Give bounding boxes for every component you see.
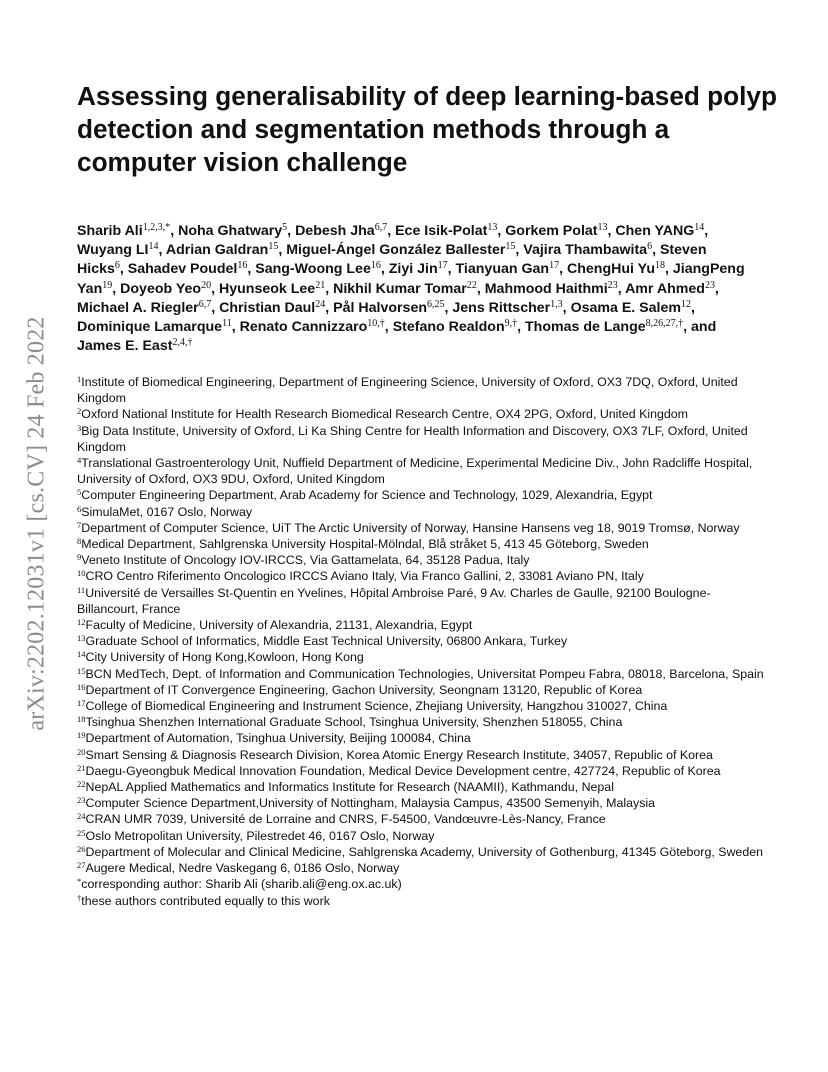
affiliation-mark: 21 (77, 762, 86, 773)
author-name: James E. East (77, 338, 173, 355)
author-affiliation-marks: 13 (487, 222, 498, 233)
affiliation-item (77, 860, 767, 876)
author-affiliation-marks: 13 (597, 222, 608, 233)
author-affiliation-marks: 12 (680, 298, 691, 310)
author-name: JiangPeng Yan (77, 261, 745, 297)
affiliation-text: Big Data Institute, University of Oxford, Li Ka Shing Centre for Health Information and Discovery, OX3 7LF, Oxford, United Kingdom (77, 423, 748, 454)
author-name: Stefano Realdon (392, 319, 505, 336)
author-affiliation-marks: 6,7 (198, 298, 212, 310)
affiliation-item (77, 504, 767, 520)
author-affiliation-marks: 23 (704, 279, 715, 291)
author (333, 300, 444, 316)
author (128, 261, 248, 277)
affiliation-text: Daegu-Gyeongbuk Medical Innovation Foundation, Medical Device Development centre, 427724, Republic of Korea (85, 763, 721, 778)
author-list: Sharib Ali$^{1,2,3,*}$, Noha Ghatwary$^5$, Debesh Jha$^{6,7}$, Ece Isik-Polat$^{13}$, Gorkem Polat$^{13}$, Chen YANG$^{14}$, Wuyang LI$^{14}$, Adrian Galdran$^{15}$, Miguel-Ángel González Ballester$^{15}$, Vajira Thambawita$^6$, Steven Hicks$^6$, Sahadev Poudel$^{16}$, Sang-Woong Lee$^{16}$, Ziyi Jin$^{17}$, Tianyuan Gan$^{17}$, ChengHui Yu$^{18}$, JiangPeng Yan$^{19}$, Doyeob Yeo$^{20}$, Hyunseok Lee$^{21}$, Nikhil Kumar Tomar$^{22}$, Mahmood Haithmi$^{23}$, Amr Ahmed$^{23}$, Michael A. Riegler$^{6,7}$, Christian Daul$^{24}$, Pål Halvorsen$^{6,25}$, Jens Rittscher$^{1,3}$, Osama E. Salem$^{12}$, Dominique Lamarque$^{11}$, Renato Cannizzaro$^{10,\dagger}$, Stefano Realdon$^{9,\dagger}$, Thomas de Lange$^{8,26,27,\dagger}$, and James E. East$^{2,4,\dagger}$ (77, 222, 745, 355)
affiliation-mark: * (77, 876, 82, 887)
affiliation-item (77, 682, 767, 698)
author-conjunction: and (691, 319, 717, 336)
author-affiliation-marks: 17 (549, 260, 560, 272)
author (393, 319, 517, 335)
author-name: Ece Isik-Polat (395, 223, 488, 239)
affiliation-item (77, 795, 767, 811)
author-name: Noha Ghatwary (178, 223, 283, 239)
affiliation-text: Université de Versailles St-Quentin en Yvelines, Hôpital Ambroise Paré, 9 Av. Charles de Gaulle, 92100 Boulogne-Billancourt, France (77, 585, 711, 616)
affiliation-mark: 4 (77, 455, 82, 466)
author-name: Doyeob Yeo (120, 280, 202, 297)
author-affiliation-marks: 22 (466, 279, 477, 291)
affiliation-item (77, 520, 767, 536)
author-affiliation-marks: 5 (282, 222, 288, 233)
affiliation-mark: 26 (77, 843, 86, 854)
affiliation-text: College of Biomedical Engineering and Instrument Science, Zhejiang University, Hangzhou 310027, China (85, 699, 668, 714)
author-name: Michael A. Riegler (77, 299, 199, 316)
author (505, 223, 607, 239)
affiliation-mark: 17 (77, 698, 86, 709)
author-name: Adrian Galdran (165, 242, 269, 259)
affiliation-item (77, 585, 767, 617)
affiliation-text: Oslo Metropolitan University, Pilestredet 46, 0167 Oslo, Norway (85, 828, 435, 843)
author-name: Vajira Thambawita (523, 242, 648, 259)
affiliation-mark: 14 (77, 649, 86, 660)
paper-title: Assessing generalisability of deep learning-based polyp detection and segmentation methods through a computer vision challenge (77, 81, 777, 177)
author-affiliation-marks: 17 (437, 260, 448, 272)
affiliation-mark: 19 (77, 730, 86, 741)
author (219, 281, 325, 297)
author (395, 223, 497, 239)
affiliation-text: corresponding author: Sharib Ali (sharib.ali@eng.ox.ac.uk) (81, 877, 402, 892)
author (255, 261, 381, 277)
affiliation-item (77, 763, 767, 779)
author (178, 223, 287, 239)
author-name: ChengHui Yu (566, 261, 655, 278)
author-name: Chen YANG (615, 223, 695, 239)
affiliation-item (77, 536, 767, 552)
affiliation-mark: 11 (77, 584, 86, 595)
affiliation-text: these authors contributed equally to this work (81, 893, 330, 908)
author-name: Dominique Lamarque (77, 319, 223, 336)
affiliation-text: Department of Automation, Tsinghua University, Beijing 100084, China (85, 731, 471, 746)
author-name: Hyunseok Lee (218, 280, 316, 297)
author (333, 281, 477, 297)
affiliation-text: Augere Medical, Nedre Vaskegang 6, 0186 Oslo, Norway (85, 861, 400, 876)
affiliation-mark: 16 (77, 681, 86, 692)
author-affiliation-marks: 2,4,† (172, 337, 193, 349)
author (77, 300, 211, 316)
affiliation-text: Department of Molecular and Clinical Medicine, Sahlgrenska Academy, University of Gothenburg, 41345 Göteborg, Sweden (85, 844, 763, 859)
author (456, 261, 560, 277)
affiliation-item (77, 844, 767, 860)
author-name: Pål Halvorsen (333, 299, 427, 316)
affiliation-text: Faculty of Medicine, University of Alexandria, 21131, Alexandria, Egypt (85, 618, 473, 633)
affiliation-mark: 18 (77, 714, 86, 725)
affiliation-mark: 22 (77, 779, 86, 790)
author-name: Osama E. Salem (570, 299, 681, 316)
author-affiliation-marks: 18 (655, 260, 665, 272)
author-name: Nikhil Kumar Tomar (333, 280, 467, 297)
affiliation-mark: 23 (77, 795, 86, 806)
affiliation-text: Medical Department, Sahlgrenska University Hospital-Mölndal, Blå stråket 5, 413 45 Göteborg, Sweden (81, 537, 649, 552)
author-name: Christian Daul (219, 299, 316, 316)
author-affiliation-marks: 1,3 (550, 298, 563, 310)
author-name: Steven Hicks (77, 242, 707, 278)
author-affiliation-marks: 23 (607, 279, 618, 291)
arxiv-identifier-stamp (22, 286, 52, 760)
affiliation-text: Oxford National Institute for Health Research Biomedical Research Centre, OX4 2PG, Oxford, United Kingdom (81, 407, 688, 422)
author (525, 319, 683, 335)
author-affiliation-marks: 6 (114, 260, 120, 272)
affiliation-text: CRO Centro Riferimento Oncologico IRCCS Aviano Italy, Via Franco Gallini, 2, 33081 Aviano PN, Italy (85, 569, 644, 584)
author-affiliation-marks: 15 (268, 241, 279, 253)
author-name: Wuyang LI (77, 242, 149, 259)
affiliation-text: City University of Hong Kong,Kowloon, Hong Kong (85, 650, 364, 665)
affiliation-text: Institute of Biomedical Engineering, Department of Engineering Science, University of Oxford, OX3 7DQ, Oxford, United Kingdom (77, 375, 738, 406)
author-affiliation-marks: 20 (201, 279, 212, 291)
affiliation-mark: 13 (77, 633, 86, 644)
affiliation-item (77, 374, 767, 406)
affiliation-mark: 8 (77, 536, 82, 547)
affiliation-item (77, 876, 767, 892)
author-affiliation-marks: 16 (370, 260, 381, 272)
author-affiliation-marks: 1,2,3,* (142, 222, 171, 233)
author (120, 281, 211, 297)
author (615, 223, 704, 239)
author-affiliation-marks: 15 (505, 241, 516, 253)
affiliation-item (77, 698, 767, 714)
affiliation-list (77, 374, 767, 909)
affiliation-text: NepAL Applied Mathematics and Informatics Institute for Research (NAAMII), Kathmandu, Nepal (85, 780, 614, 795)
affiliation-mark: 10 (77, 568, 86, 579)
author-name: Sahadev Poudel (127, 261, 238, 278)
author-name: Tianyuan Gan (455, 261, 550, 278)
author (77, 223, 170, 239)
author-name: Jens Rittscher (452, 299, 551, 316)
author-affiliation-marks: 21 (315, 279, 326, 291)
affiliation-mark: 1 (77, 374, 82, 384)
affiliation-item (77, 893, 767, 909)
author (77, 242, 158, 258)
author-affiliation-marks: 6,25 (427, 298, 445, 310)
affiliation-item (77, 747, 767, 763)
affiliation-text: Veneto Institute of Oncology IOV-IRCCS, Via Gattamelata, 64, 35128 Padua, Italy (81, 553, 530, 568)
affiliation-mark: 3 (77, 422, 82, 433)
author-affiliation-marks: 14 (694, 222, 705, 233)
author-affiliation-marks: 10,† (367, 318, 385, 330)
affiliation-item (77, 552, 767, 568)
affiliation-mark: 25 (77, 827, 86, 838)
affiliation-item (77, 423, 767, 455)
affiliation-item (77, 666, 767, 682)
affiliation-item (77, 828, 767, 844)
affiliation-text: Computer Engineering Department, Arab Academy for Science and Technology, 1029, Alexandria, Egypt (81, 488, 653, 503)
affiliation-item (77, 455, 767, 487)
affiliation-mark: 24 (77, 811, 86, 822)
affiliation-item (77, 617, 767, 633)
author (452, 300, 562, 316)
affiliation-mark: 2 (77, 406, 82, 417)
arxiv-identifier-text: arXiv:2202.12031v1 [cs.CV] 24 Feb 2022 (23, 315, 50, 731)
author (77, 319, 232, 335)
affiliation-item (77, 649, 767, 665)
affiliation-text: Department of Computer Science, UiT The Arctic University of Norway, Hansine Hansens veg 18, 9019 Tromsø, Norway (81, 520, 740, 535)
affiliation-item (77, 714, 767, 730)
affiliation-item (77, 406, 767, 422)
affiliation-text: Computer Science Department,University of Nottingham, Malaysia Campus, 43500 Semenyih, Malaysia (85, 796, 656, 811)
author (485, 281, 618, 297)
author-affiliation-marks: 9,† (504, 318, 518, 330)
affiliation-mark: 12 (77, 617, 86, 628)
affiliation-mark: † (77, 892, 82, 903)
author-affiliation-marks: 6 (647, 241, 653, 253)
affiliation-item (77, 568, 767, 584)
author (625, 281, 715, 297)
author-name: Gorkem Polat (505, 223, 598, 239)
affiliation-mark: 7 (77, 519, 82, 530)
author-name: Ziyi Jin (388, 261, 438, 278)
author-name: Debesh Jha (295, 223, 375, 239)
author-affiliation-marks: 11 (222, 318, 232, 330)
affiliation-text: BCN MedTech, Dept. of Information and Communication Technologies, Universitat Pompeu Fabra, 08018, Barcelona, Spain (85, 666, 764, 681)
affiliation-item (77, 730, 767, 746)
affiliation-item (77, 811, 767, 827)
affiliation-text: CRAN UMR 7039, Université de Lorraine and CNRS, F-54500, Vandœuvre-Lès-Nancy, France (85, 812, 606, 827)
affiliation-text: SimulaMet, 0167 Oslo, Norway (81, 504, 253, 519)
author-affiliation-marks: 16 (237, 260, 248, 272)
author-name: Sharib Ali (77, 223, 143, 239)
affiliation-mark: 27 (77, 860, 86, 871)
affiliation-text: Department of IT Convergence Engineering, Gachon University, Seongnam 13120, Republic of Korea (85, 682, 643, 697)
author-name: Miguel-Ángel González Ballester (286, 242, 506, 259)
author-name: Mahmood Haithmi (484, 280, 608, 297)
author (571, 300, 691, 316)
author-name: Sang-Woong Lee (255, 261, 371, 278)
affiliation-item (77, 487, 767, 503)
author-name: Amr Ahmed (625, 280, 705, 297)
affiliation-mark: 9 (77, 552, 82, 563)
affiliation-mark: 5 (77, 487, 82, 498)
author (295, 223, 387, 239)
author-affiliation-marks: 24 (315, 298, 326, 310)
affiliation-mark: 20 (77, 746, 86, 757)
author (77, 338, 192, 354)
author (286, 242, 515, 258)
affiliation-text: Tsinghua Shenzhen International Graduate School, Tsinghua University, Shenzhen 518055, China (85, 715, 623, 730)
author (523, 242, 652, 258)
affiliation-mark: 6 (77, 503, 82, 514)
author-name: Renato Cannizzaro (239, 319, 368, 336)
affiliation-text: Smart Sensing & Diagnosis Research Division, Korea Atomic Energy Research Institute, 34057, Republic of Korea (85, 747, 713, 762)
author (166, 242, 279, 258)
author (567, 261, 665, 277)
author (389, 261, 448, 277)
author (219, 300, 325, 316)
affiliation-text: Translational Gastroenterology Unit, Nuffield Department of Medicine, Experimental Medicine Div., John Radcliffe Hospital, University of Oxford, OX3 9DU, Oxford, United Kingdom (77, 456, 753, 487)
affiliation-item (77, 779, 767, 795)
author-affiliation-marks: 14 (148, 241, 159, 253)
author (240, 319, 385, 335)
author-affiliation-marks: 6,7 (374, 222, 388, 233)
affiliation-mark: 15 (77, 665, 86, 676)
author-affiliation-marks: 19 (102, 279, 113, 291)
author-affiliation-marks: 8,26,27,† (645, 318, 684, 330)
author-name: Thomas de Lange (525, 319, 646, 336)
affiliation-item (77, 633, 767, 649)
affiliation-text: Graduate School of Informatics, Middle East Technical University, 06800 Ankara, Turkey (85, 634, 568, 649)
